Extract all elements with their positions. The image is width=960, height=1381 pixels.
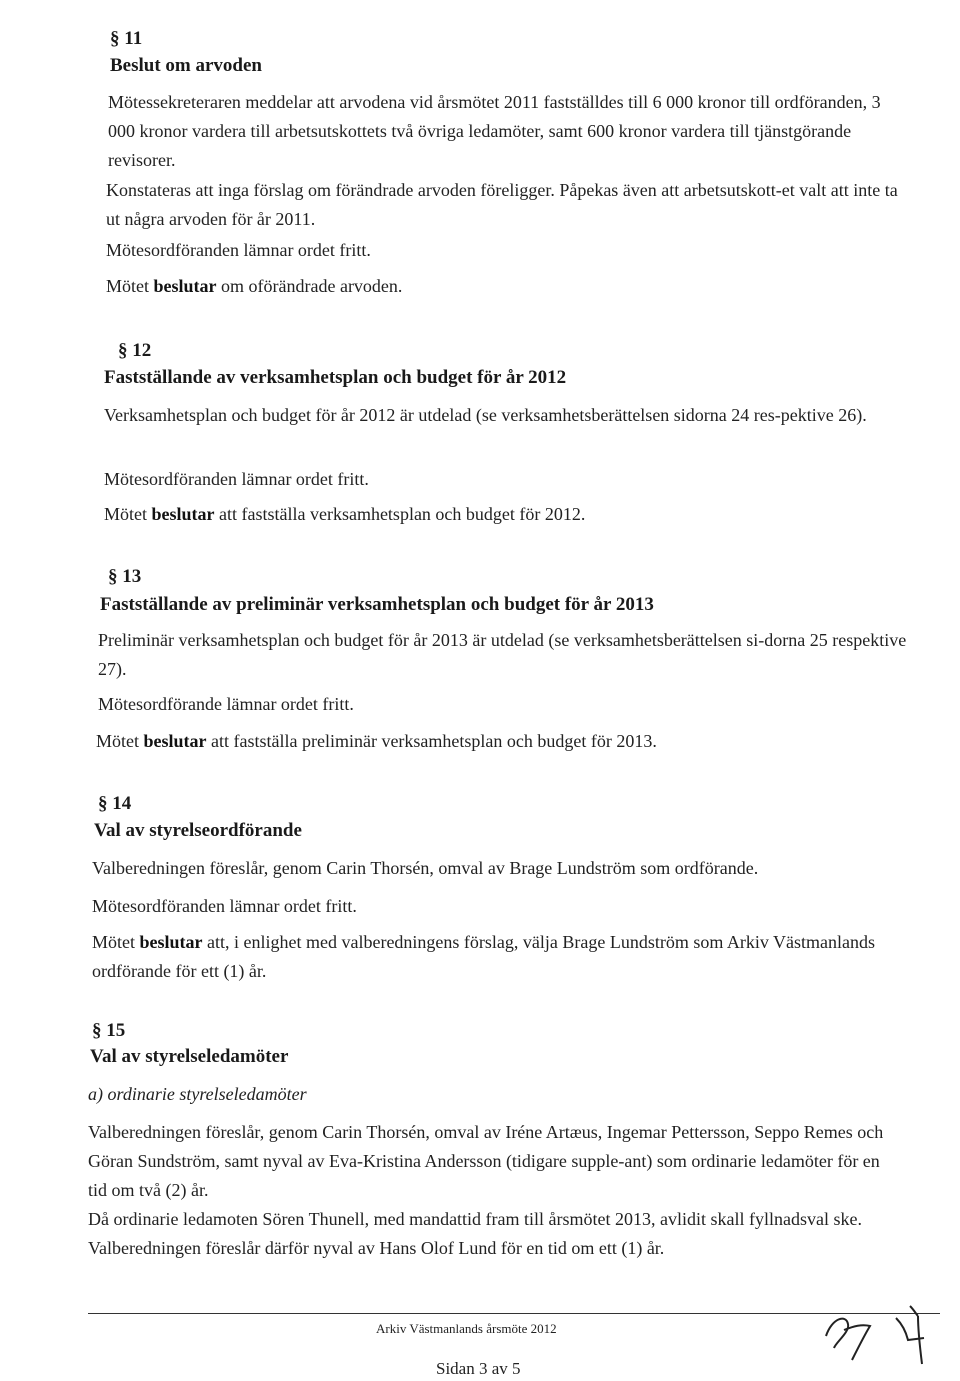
decision-text: att fastställa verksamhetsplan och budget för 2012.	[219, 504, 586, 524]
section-11-paragraph-1: Mötessekreteraren meddelar att arvodena vid årsmötet 2011 fastställdes till 6 000 kronor till ordföranden, 3 000 kronor vardera till arbetsutskottets två övriga ledamöter, samt 600 kronor vardera till tjänstgörande revisorer.	[108, 92, 881, 170]
section-14-title: Val av styrelseordförande	[94, 820, 302, 841]
section-12-decision	[104, 500, 585, 529]
section-11-title: Beslut om arvoden	[110, 55, 262, 76]
section-13-paragraph-1: Preliminär verksamhetsplan och budget för år 2013 är utdelad (se verksamhetsberättelsen si-dorna 25 respektive 27).	[98, 630, 907, 679]
section-11-paragraph-3: Mötesordföranden lämnar ordet fritt.	[106, 240, 371, 260]
section-15-title: Val av styrelseledamöter	[90, 1046, 289, 1067]
section-15-subheading	[88, 1080, 307, 1109]
section-15-number: § 15	[92, 1020, 126, 1041]
footer-rule	[88, 1313, 940, 1314]
decision-subject: Mötet	[92, 932, 135, 952]
section-11-number: § 11	[110, 28, 143, 49]
decision-verb: beslutar	[143, 731, 207, 751]
signature-initials	[818, 1296, 948, 1366]
section-14-decision	[92, 928, 912, 986]
decision-verb: beslutar	[153, 276, 217, 296]
section-14-paragraph-2: Mötesordföranden lämnar ordet fritt.	[92, 896, 357, 916]
decision-text: om oförändrade arvoden.	[221, 276, 403, 296]
section-13-decision	[96, 727, 657, 756]
decision-verb: beslutar	[151, 504, 215, 524]
decision-subject: Mötet	[106, 276, 149, 296]
section-12-paragraph-2: Mötesordföranden lämnar ordet fritt.	[104, 469, 369, 489]
decision-subject: Mötet	[104, 504, 147, 524]
decision-verb: beslutar	[139, 932, 203, 952]
section-14-number: § 14	[98, 793, 132, 814]
section-14-paragraph-1: Valberedningen föreslår, genom Carin Thorsén, omval av Brage Lundström som ordförande.	[92, 858, 759, 878]
section-12-number: § 12	[118, 340, 152, 361]
section-15-paragraph-1: Valberedningen föreslår, genom Carin Thorsén, omval av Iréne Artæus, Ingemar Pettersson, Seppo Remes och Göran Sundström, samt nyval av Eva-Kristina Andersson (tidigare supple-ant) som ordinarie ledamöter för en tid om två (2) år.	[88, 1122, 884, 1200]
section-11-decision	[106, 272, 402, 301]
subheading-text: a) ordinarie styrelseledamöter	[88, 1084, 307, 1104]
page-number: Sidan 3 av 5	[436, 1359, 521, 1378]
decision-text: att fastställa preliminär verksamhetsplan och budget för 2013.	[211, 731, 657, 751]
section-12-title: Fastställande av verksamhetsplan och budget för år 2012	[104, 367, 567, 388]
section-13-number: § 13	[108, 566, 142, 587]
section-11-paragraph-2: Konstateras att inga förslag om förändrade arvoden föreligger. Påpekas även att arbetsutskott-et valt att inte ta ut några arvoden för år 2011.	[106, 180, 898, 229]
section-12-paragraph-1: Verksamhetsplan och budget för år 2012 är utdelad (se verksamhetsberättelsen sidorna 24 res-pektive 26).	[104, 405, 867, 425]
footer-text: Arkiv Västmanlands årsmöte 2012	[376, 1321, 557, 1336]
section-15-paragraph-2: Då ordinarie ledamoten Sören Thunell, med mandattid fram till årsmötet 2013, avlidit skall fyllnadsval ske. Valberedningen föreslår därför nyval av Hans Olof Lund för en tid om ett (1) år.	[88, 1209, 862, 1258]
section-13-title: Fastställande av preliminär verksamhetsplan och budget för år 2013	[100, 594, 654, 615]
decision-subject: Mötet	[96, 731, 139, 751]
decision-text: att, i enlighet med valberedningens förslag, välja Brage Lundström som Arkiv Västmanlands ordförande för ett (1) år.	[92, 932, 876, 981]
section-13-paragraph-2: Mötesordförande lämnar ordet fritt.	[98, 694, 354, 714]
